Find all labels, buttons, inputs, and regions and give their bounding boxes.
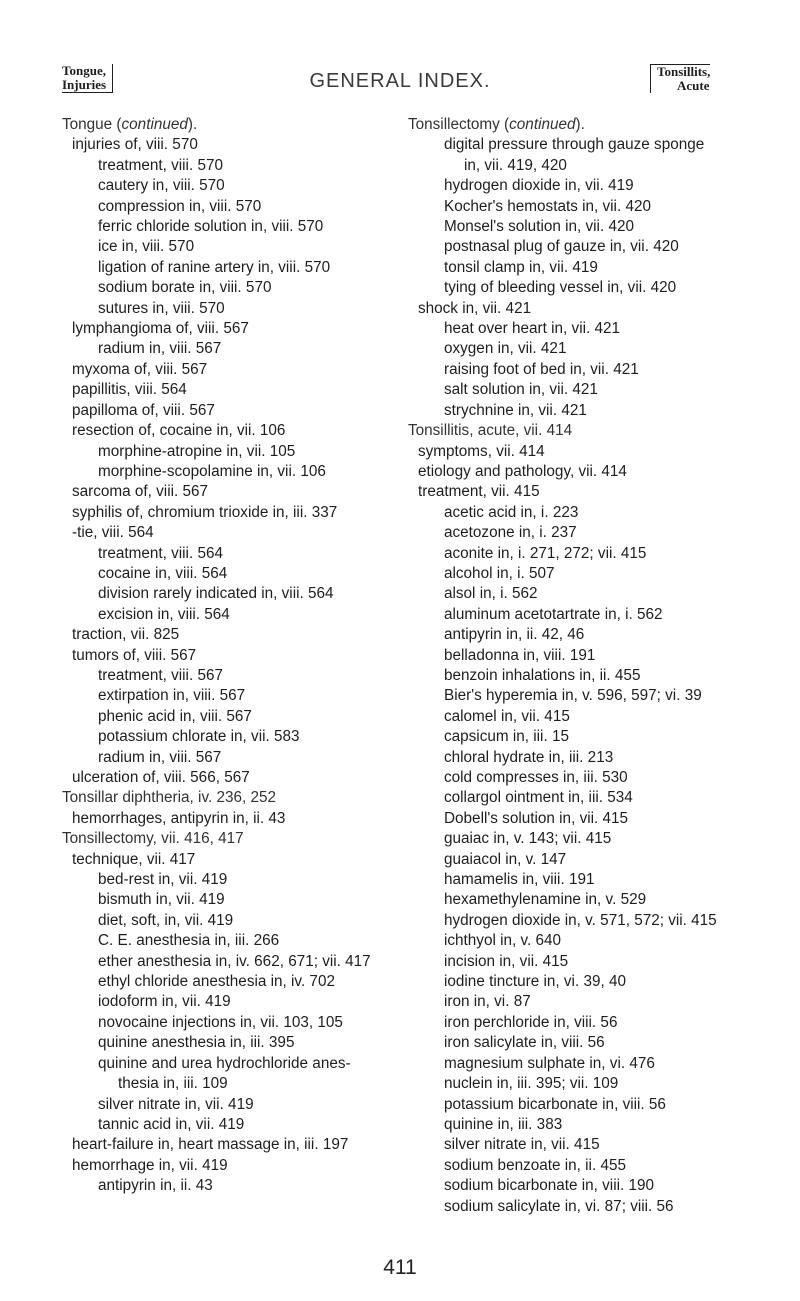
index-entry: sarcoma of, viii. 567	[72, 483, 209, 501]
index-entry: ferric chloride solution in, viii. 570	[98, 218, 324, 236]
index-entry: potassium bicarbonate in, viii. 56	[444, 1095, 666, 1113]
running-header	[0, 64, 800, 108]
index-entry: C. E. anesthesia in, iii. 266	[98, 932, 280, 950]
index-entry: ichthyol in, v. 640	[444, 932, 562, 950]
index-entry: aluminum acetotartrate in, i. 562	[444, 605, 663, 623]
right-guide-line-1: Tonsillits,	[657, 64, 711, 79]
index-entry: injuries of, viii. 570	[72, 136, 198, 154]
left-guide-line-1: Tongue,	[62, 63, 106, 78]
index-entry: radium in, viii. 567	[98, 748, 222, 766]
index-entry: hexamethylenamine in, v. 529	[444, 891, 647, 909]
index-entry: nuclein in, iii. 395; vii. 109	[444, 1075, 619, 1093]
index-entry: raising foot of bed in, vii. 421	[444, 360, 639, 378]
left-guide-line-2: Injuries	[62, 77, 107, 92]
index-entry: excision in, viii. 564	[98, 605, 230, 623]
index-entry: cocaine in, viii. 564	[98, 564, 228, 582]
index-entry: tonsil clamp in, vii. 419	[444, 258, 598, 276]
index-entry: thesia in, iii. 109	[118, 1075, 228, 1093]
index-entry: syphilis of, chromium trioxide in, iii. 337	[72, 503, 338, 521]
index-entry: heat over heart in, vii. 421	[444, 320, 621, 338]
index-entry: Tonsillar diphtheria, iv. 236, 252	[62, 789, 276, 807]
index-entry: acetic acid in, i. 223	[444, 503, 579, 521]
index-entry: guaiacol in, v. 147	[444, 850, 567, 868]
index-entry: digital pressure through gauze sponge	[444, 136, 705, 154]
index-entry: ulceration of, viii. 566, 567	[72, 769, 250, 786]
index-entry: Kocher's hemostats in, vii. 420	[444, 197, 651, 215]
index-entry: Tonsillectomy, vii. 416, 417	[62, 830, 244, 848]
right-guide-words	[650, 64, 710, 93]
index-entry: quinine and urea hydrochloride anes-	[98, 1054, 351, 1072]
index-entry: ligation of ranine artery in, viii. 570	[98, 258, 331, 276]
index-entry: tannic acid in, vii. 419	[98, 1115, 245, 1133]
index-entry: novocaine injections in, vii. 103, 105	[98, 1013, 343, 1031]
index-entry: treatment, viii. 567	[98, 666, 223, 684]
index-entry: cautery in, viii. 570	[98, 177, 225, 195]
index-entry: quinine in, iii. 383	[444, 1115, 563, 1133]
index-entry: hamamelis in, viii. 191	[444, 871, 595, 889]
index-entry: alsol in, i. 562	[444, 585, 538, 603]
index-entry: aconite in, i. 271, 272; vii. 415	[444, 544, 647, 562]
index-entry: papilloma of, viii. 567	[72, 401, 215, 419]
index-entry: belladonna in, viii. 191	[444, 646, 596, 664]
index-entry: Tonsillitis, acute, vii. 414	[408, 422, 573, 440]
index-entry: ice in, viii. 570	[98, 238, 195, 256]
index-entry: benzoin inhalations in, ii. 455	[444, 666, 641, 684]
index-entry: radium in, viii. 567	[98, 340, 222, 358]
index-entry: calomel in, vii. 415	[444, 707, 570, 725]
index-entry: magnesium sulphate in, vi. 476	[444, 1054, 655, 1072]
index-entry: Monsel's solution in, vii. 420	[444, 218, 634, 236]
index-entry: sodium salicylate in, vi. 87; viii. 56	[444, 1197, 674, 1215]
index-entry: extirpation in, viii. 567	[98, 687, 246, 705]
index-entry: ethyl chloride anesthesia in, iv. 702	[98, 973, 335, 991]
index-entry: compression in, viii. 570	[98, 197, 262, 215]
index-entry: Dobell's solution in, vii. 415	[444, 809, 629, 827]
index-entry: lymphangioma of, viii. 567	[72, 320, 249, 338]
index-entry: strychnine in, vii. 421	[444, 401, 587, 419]
index-entry: papillitis, viii. 564	[72, 381, 187, 399]
index-entry: in, vii. 419, 420	[464, 156, 567, 174]
index-entry: heart-failure in, heart massage in, iii. 197	[72, 1136, 349, 1154]
index-entry: traction, vii. 825	[72, 626, 180, 644]
index-entry: etiology and pathology, vii. 414	[418, 462, 627, 480]
index-entry: Bier's hyperemia in, v. 596, 597; vi. 39	[444, 687, 702, 705]
index-entry: hemorrhage in, vii. 419	[72, 1156, 228, 1174]
index-entry: myxoma of, viii. 567	[72, 360, 208, 378]
index-entry: potassium chlorate in, vii. 583	[98, 728, 300, 746]
index-entry: hydrogen dioxide in, v. 571, 572; vii. 415	[444, 911, 717, 929]
index-entry: morphine-scopolamine in, vii. 106	[98, 462, 326, 480]
index-entry: sodium bicarbonate in, viii. 190	[444, 1177, 655, 1195]
index-entry: symptoms, vii. 414	[418, 442, 545, 460]
index-entry: antipyrin in, ii. 43	[98, 1177, 213, 1195]
index-entry: morphine-atropine in, vii. 105	[98, 442, 296, 460]
index-entry: alcohol in, i. 507	[444, 564, 555, 582]
index-column-left	[62, 115, 407, 1197]
index-entry: sutures in, viii. 570	[98, 299, 225, 317]
index-entry: tying of bleeding vessel in, vii. 420	[444, 279, 677, 297]
index-entry: cold compresses in, iii. 530	[444, 769, 628, 786]
index-entry: division rarely indicated in, viii. 564	[98, 585, 334, 603]
index-entry: guaiac in, v. 143; vii. 415	[444, 830, 612, 848]
right-guide-line-2: Acute	[677, 78, 710, 93]
index-entry: sodium borate in, viii. 570	[98, 279, 272, 297]
index-entry: hemorrhages, antipyrin in, ii. 43	[72, 809, 286, 827]
index-entry: silver nitrate in, vii. 419	[98, 1095, 254, 1113]
index-entry: diet, soft, in, vii. 419	[98, 911, 234, 929]
index-entry: iron salicylate in, viii. 56	[444, 1034, 605, 1052]
index-entry: bismuth in, vii. 419	[98, 891, 225, 909]
index-entry: antipyrin in, ii. 42, 46	[444, 626, 585, 644]
index-entry: sodium benzoate in, ii. 455	[444, 1156, 626, 1174]
index-entry: ether anesthesia in, iv. 662, 671; vii. 417	[98, 952, 371, 970]
index-entry: postnasal plug of gauze in, vii. 420	[444, 238, 679, 256]
index-entry: -tie, viii. 564	[72, 524, 154, 542]
index-entry: iodoform in, vii. 419	[98, 993, 231, 1011]
index-entry: incision in, vii. 415	[444, 952, 569, 970]
index-entry: technique, vii. 417	[72, 850, 196, 868]
index-entry: capsicum in, iii. 15	[444, 728, 569, 746]
index-entry: hydrogen dioxide in, vii. 419	[444, 177, 634, 195]
index-entry: tumors of, viii. 567	[72, 646, 197, 664]
index-entry: silver nitrate in, vii. 415	[444, 1136, 600, 1154]
index-entry: phenic acid in, viii. 567	[98, 707, 252, 725]
page-title: GENERAL INDEX.	[309, 70, 491, 92]
index-column-right	[408, 115, 748, 1217]
index-entry: oxygen in, vii. 421	[444, 340, 567, 358]
index-entry: chloral hydrate in, iii. 213	[444, 748, 614, 766]
index-entry: treatment, viii. 570	[98, 156, 223, 174]
index-entry: acetozone in, i. 237	[444, 524, 577, 542]
index-entry: bed-rest in, vii. 419	[98, 871, 228, 889]
index-entry: quinine anesthesia in, iii. 395	[98, 1034, 295, 1052]
index-entry: Tongue (continued).	[62, 116, 198, 133]
index-entry: iodine tincture in, vi. 39, 40	[444, 973, 626, 991]
index-entry: treatment, vii. 415	[418, 483, 540, 501]
index-entry: collargol ointment in, iii. 534	[444, 789, 633, 807]
page-number: 411	[383, 1256, 417, 1279]
index-entry: iron perchloride in, viii. 56	[444, 1013, 618, 1031]
index-entry: salt solution in, vii. 421	[444, 381, 598, 399]
index-entry: iron in, vi. 87	[444, 993, 531, 1011]
index-entry: shock in, vii. 421	[418, 299, 532, 317]
index-entry: treatment, viii. 564	[98, 544, 223, 562]
index-entry: Tonsillectomy (continued).	[408, 116, 585, 133]
index-entry: resection of, cocaine in, vii. 106	[72, 422, 286, 440]
